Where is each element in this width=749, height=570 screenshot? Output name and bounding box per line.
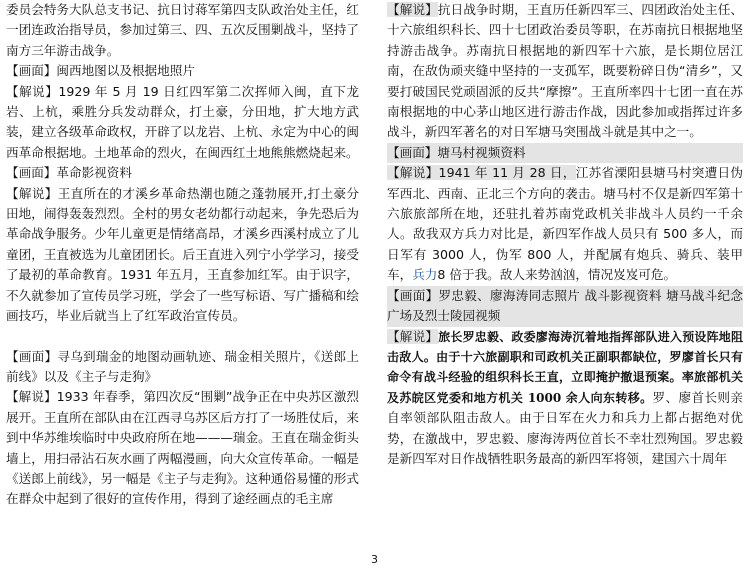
narration-anti-japanese-war — [387, 0, 743, 143]
right-column — [387, 0, 743, 469]
scene-heading-minxi-map: 【画面】闽西地图以及根据地照片 — [6, 63, 195, 79]
page-number: 3 — [371, 553, 378, 566]
narration-calligraphic-text: 旅长罗忠毅、政委廖海涛沉着地指挥部队进入预设阵地阻击敌人。由于十六旅副职和司政机关正副职都缺位，罗廖首长只有命令有战斗经验的组织科长王直，立即掩护撤退预案。率旅部机关及苏皖区党委和地方机关 1000 余人向东转移。 — [387, 329, 743, 405]
highlight-word-troops: 兵力 — [412, 267, 438, 283]
scene-heading-tangma-video: 【画面】塘马村视频资料 — [387, 143, 743, 163]
narration-date: 【解说】1941 年 11 月 28 日， — [387, 165, 576, 181]
narration-text-end: 8 倍于我。敌人来势汹汹，情况岌岌可危。 — [437, 267, 677, 283]
scene-heading-xunwu-ruijin: 【画面】寻乌到瑞金的地图动画轨迹、瑞金相关照片，《送郎上前线》以及《主子与走狗》 — [6, 348, 359, 384]
narration-caixi-childhood: 【解说】王直所在的才溪乡革命热潮也随之蓬勃展开,打土豪分田地，闹得轰轰烈烈。全村的男女老幼都行动起来，争先恐后为革命战争服务。少年儿童更是情绪高昂，才溪乡西溪村成立了儿童团，王直被选为儿童团团长。后王直进入列宁小学学习，接受了最初的革命教育。1931 年五月，王直参加红军。由于识字，不久就参加了宣传员学习班，学会了一些写标语、写广播稿和绘画技巧，毕业后就当上了红军政治宣传员。 — [6, 185, 359, 324]
narration-text: 罗、廖首长则亲自率领部队阻击敌人。由于日军在火力和兵力上都占据绝对优势，在激战中，罗忠毅、廖海涛两位首长不幸壮烈殉国。罗忠毅是新四军对日作战牺牲职务最高的新四军将领，建国六十周年 — [387, 389, 743, 466]
narration-text: 江苏省溧阳县塘马村突遭日伪军西北、西南、正北三个方向的袭击。塘马村不仅是新四军第十六旅旅部所在地，还驻扎着苏南党政机关非战斗人员约一千余人。敌我双方兵力对比是，新四军作战人员只有 500 多人，而日军有 3000 人，伪军 800 人，并配属有炮兵、骑兵、装甲车， — [387, 165, 743, 283]
narration-tangma-attack — [387, 163, 743, 285]
paragraph-spacer — [6, 327, 359, 347]
narration-ruijin-cartoons: 【解说】1933 年春季，第四次反“围剿”战争正在中央苏区激烈展开。王直所在部队由在江西寻乌苏区后方打了一场胜仗后，来到中华苏维埃临时中央政府所在地———瑞金。王直在瑞金街头墙上，用扫帚沾石灰水画了两幅漫画，向大众宣传革命。一幅是《送郎上前线》，另一幅是《主子与走狗》。这种通俗易懂的形式在群众中起到了很好的宣传作用，得到了途经画点的毛主席 — [6, 389, 359, 507]
scene-heading-film-archive: 【画面】革命影视资料 — [6, 165, 132, 181]
left-paragraph-intro: 委员会特务大队总支书记、抗日讨蒋军第四支队政治处主任，红一团连政治指导员，参加过第三、四、五次反围剿战斗，坚持了南方三年游击战争。 — [6, 2, 359, 58]
narration-label: 【解说】 — [387, 328, 439, 344]
narration-label: 【解说】 — [387, 2, 438, 17]
scene-heading-martyrs: 【画面】罗忠毅、廖海涛同志照片 战斗影视资料 塘马战斗纪念广场及烈士陵园视频 — [387, 286, 743, 327]
left-column — [6, 0, 359, 510]
narration-text: 抗日战争时期，王直历任新四军三、四团政治处主任、十六旅组织科长、四十七团政治委员等职，在苏南抗日根据地坚持游击战争。苏南抗日根据地的新四军十六旅，是长期位居江南，在敌伪顽夹缝中坚持的一支孤军，既要粉碎日伪“清乡”，又要打破国民党顽固派的反共“摩擦”。王直所率四十七团一直在苏南根据地的中心茅山地区进行游击作战，因此参加或指挥过许多战斗，新四军著名的对日军塘马突围战斗就是其中之一。 — [387, 2, 743, 140]
narration-minxi-base: 【解说】1929 年 5 月 19 日红四军第二次挥师入闽，直下龙岩、上杭，乘胜分兵发动群众，打土豪，分田地，扩大地方武装，建立各级革命政权，开辟了以龙岩、上杭、永定为中心的闽西革命根据地。土地革命的烈火，在闽西红土地熊熊燃烧起来。 — [6, 83, 359, 160]
narration-luo-liao — [387, 327, 743, 470]
